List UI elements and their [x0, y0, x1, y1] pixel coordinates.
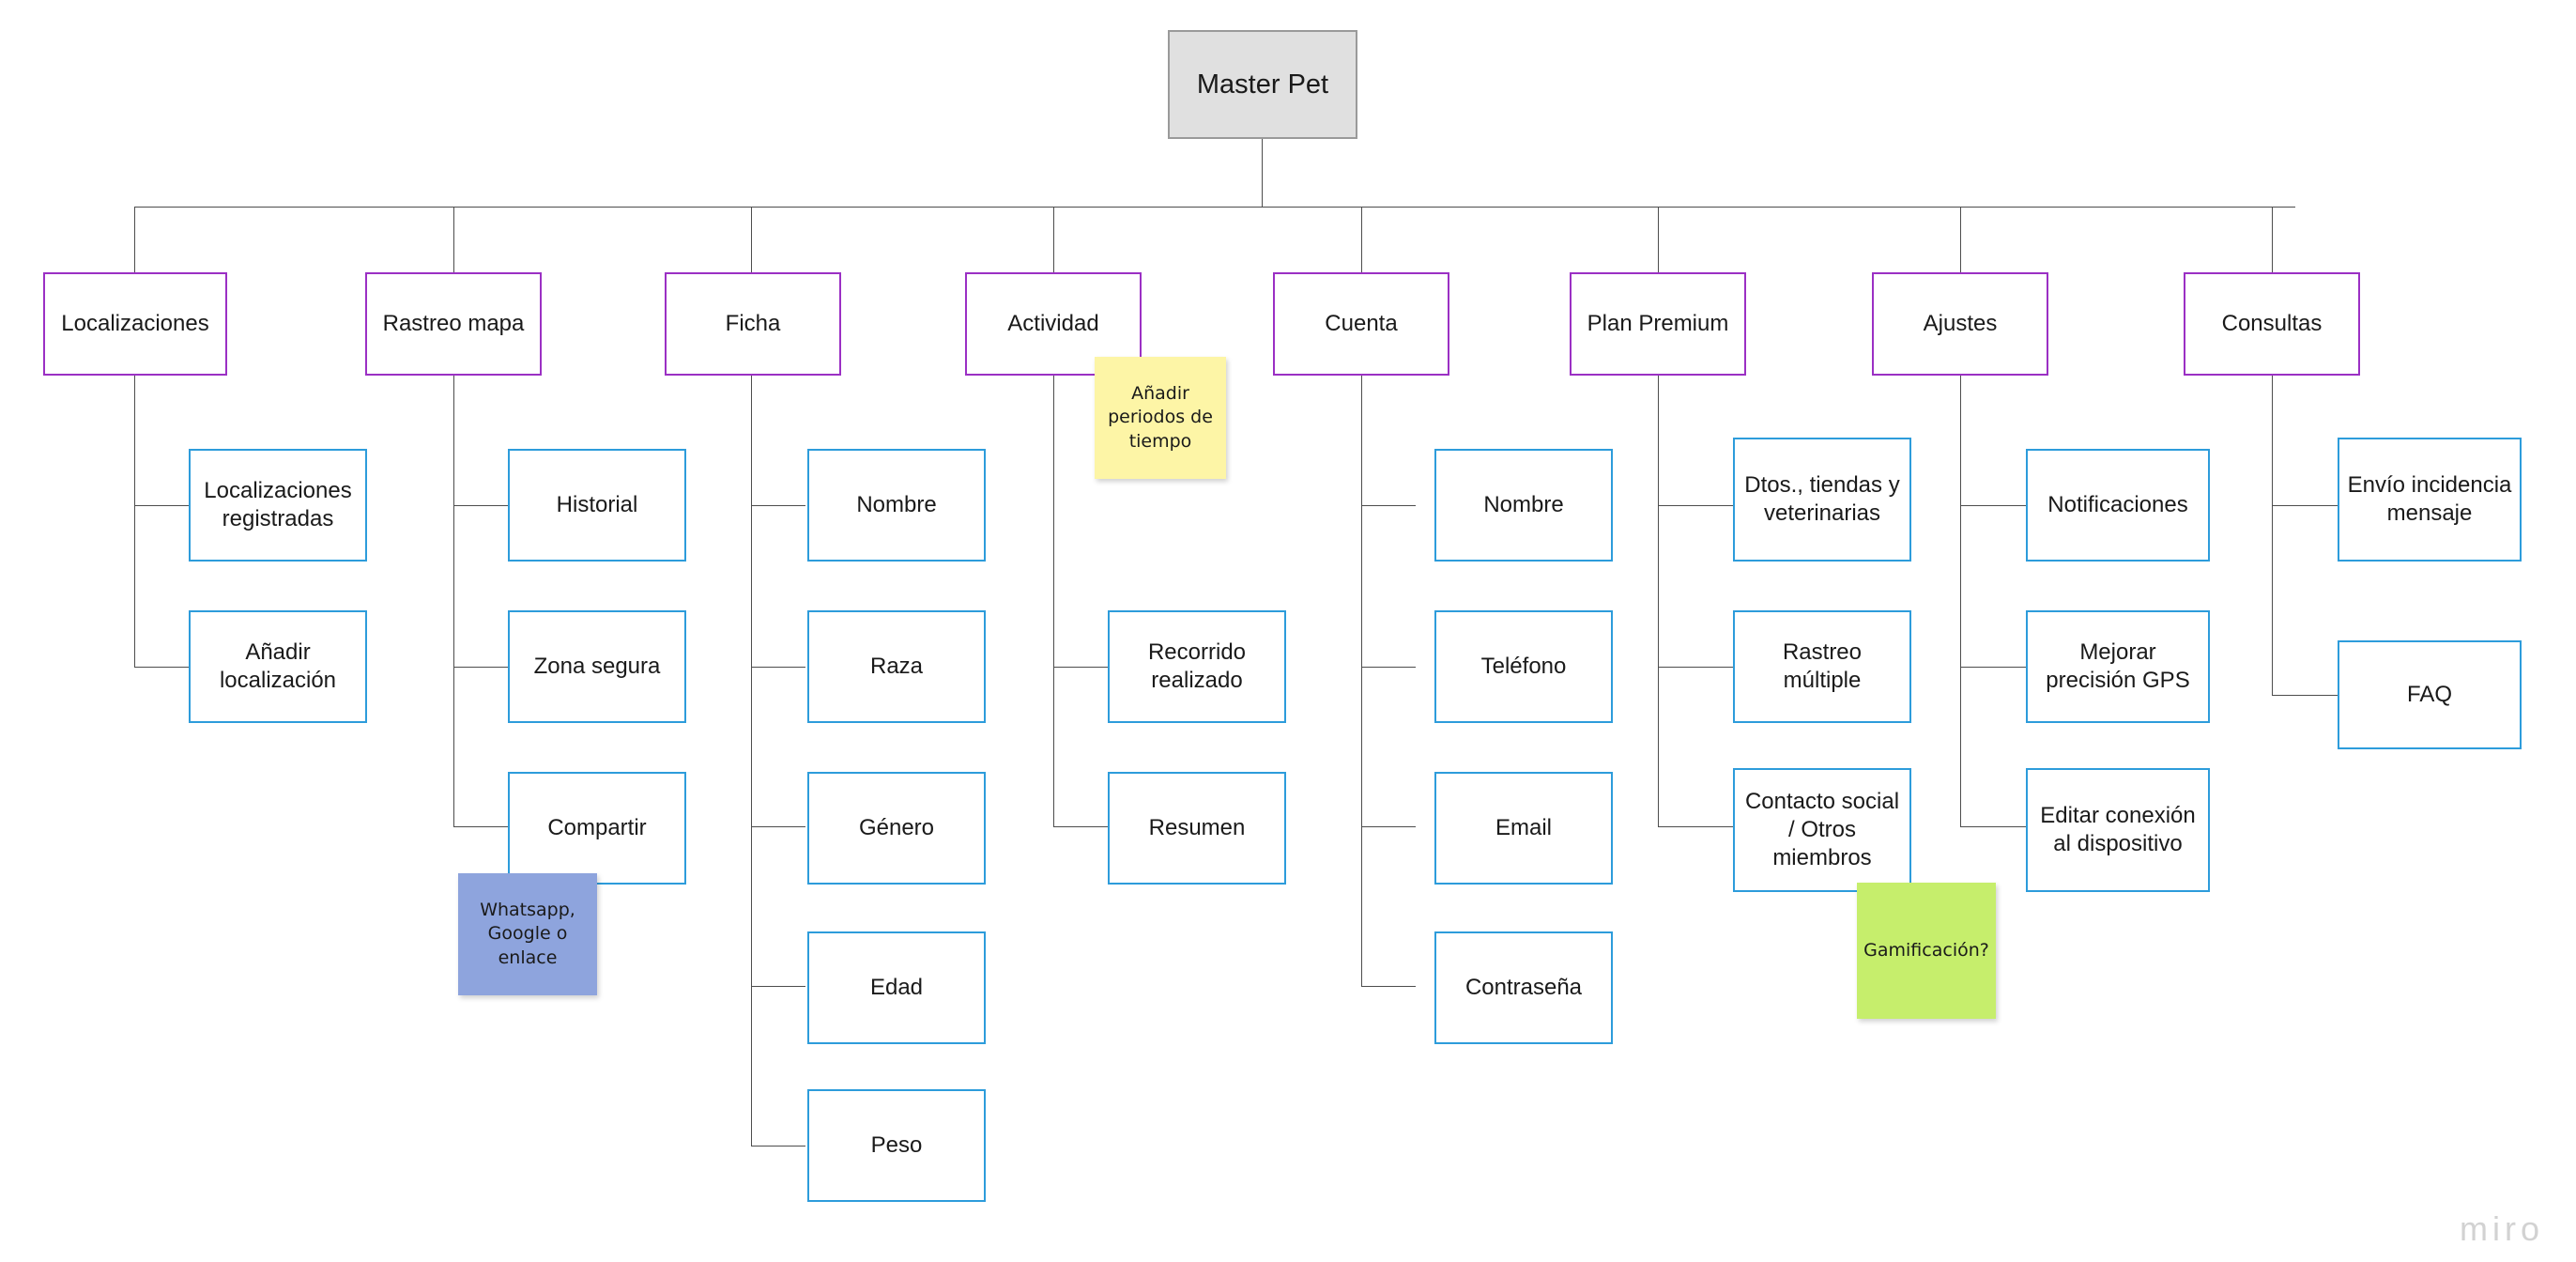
- connector-branch-1-child-1: [134, 505, 189, 506]
- connector-branch-2-spine: [453, 376, 454, 826]
- connector-bus-drop-1: [134, 207, 135, 272]
- connector-branch-8-child-2: [2272, 695, 2338, 696]
- connector-root-down: [1262, 139, 1263, 207]
- sticky-note-text: Gamificación?: [1863, 939, 1989, 961]
- leaf-node-edad[interactable]: [807, 931, 986, 1044]
- branch-label: Consultas: [2221, 311, 2323, 336]
- leaf-label: Edad: [869, 975, 924, 1000]
- connector-bus-drop-6: [1658, 207, 1659, 272]
- branch-node-plan-premium[interactable]: [1570, 272, 1746, 376]
- connector-branch-8-spine: [2272, 376, 2273, 695]
- branch-node-ficha[interactable]: [665, 272, 841, 376]
- leaf-node-compartir[interactable]: [508, 772, 686, 885]
- connector-branch-1-child-2: [134, 667, 189, 668]
- connector-bus-drop-2: [453, 207, 454, 272]
- branch-label: Actividad: [1007, 311, 1099, 336]
- connector-branch-5-child-4: [1361, 986, 1416, 987]
- connector-branch-3-child-2: [751, 667, 805, 668]
- leaf-node-editar-conexion-dispositivo[interactable]: [2026, 768, 2210, 892]
- leaf-node-mejorar-precision-gps[interactable]: [2026, 610, 2210, 723]
- leaf-node-dtos-tiendas-veterinarias[interactable]: [1733, 438, 1911, 562]
- connector-branch-4-child-1: [1053, 667, 1108, 668]
- branch-label: Plan Premium: [1587, 311, 1729, 336]
- leaf-node-contacto-social[interactable]: [1733, 768, 1911, 892]
- root-node[interactable]: [1168, 30, 1357, 139]
- leaf-label: Email: [1495, 815, 1552, 840]
- leaf-label: Género: [858, 815, 935, 840]
- connector-branch-5-child-1: [1361, 505, 1416, 506]
- leaf-label: Historial: [556, 492, 638, 517]
- leaf-node-genero[interactable]: [807, 772, 986, 885]
- connector-branch-6-child-1: [1658, 505, 1733, 506]
- leaf-node-raza[interactable]: [807, 610, 986, 723]
- branch-node-rastreo-mapa[interactable]: [365, 272, 542, 376]
- leaf-label: Raza: [869, 654, 924, 679]
- leaf-node-historial[interactable]: [508, 449, 686, 562]
- leaf-node-notificaciones[interactable]: [2026, 449, 2210, 562]
- leaf-node-faq[interactable]: [2338, 640, 2522, 749]
- sticky-note-text: Whatsapp, Google o enlace: [480, 899, 575, 968]
- leaf-node-nombre-cuenta[interactable]: [1434, 449, 1613, 562]
- leaf-label: Notificaciones: [2047, 492, 2188, 517]
- leaf-label: Zona segura: [533, 654, 661, 679]
- leaf-label: Mejorar precisión GPS: [2046, 639, 2190, 693]
- connector-branch-7-spine: [1960, 376, 1961, 826]
- leaf-node-telefono[interactable]: [1434, 610, 1613, 723]
- connector-bus-drop-3: [751, 207, 752, 272]
- connector-bus-drop-8: [2272, 207, 2273, 272]
- leaf-node-zona-segura[interactable]: [508, 610, 686, 723]
- leaf-label: Envío incidencia mensaje: [2347, 472, 2512, 526]
- connector-branch-7-child-3: [1960, 826, 2026, 827]
- leaf-label: FAQ: [2406, 682, 2452, 707]
- connector-branch-2-child-3: [453, 826, 508, 827]
- connector-branch-3-spine: [751, 376, 752, 1146]
- connector-bus-drop-7: [1960, 207, 1961, 272]
- leaf-label: Nombre: [856, 492, 937, 517]
- leaf-label: Añadir localización: [219, 639, 337, 693]
- leaf-node-envio-incidencia-mensaje[interactable]: [2338, 438, 2522, 562]
- leaf-node-nombre-ficha[interactable]: [807, 449, 986, 562]
- connector-branch-2-child-2: [453, 667, 508, 668]
- sticky-note-whatsapp-google-enlace[interactable]: [458, 873, 597, 995]
- leaf-node-anadir-localizacion[interactable]: [189, 610, 367, 723]
- connector-branch-4-spine: [1053, 376, 1054, 826]
- connector-branch-1-spine: [134, 376, 135, 667]
- connector-bus-drop-5: [1361, 207, 1362, 272]
- connector-branch-4-child-2: [1053, 826, 1108, 827]
- sticky-note-gamificacion[interactable]: [1857, 883, 1996, 1019]
- leaf-label: Editar conexión al dispositivo: [2040, 803, 2196, 856]
- connector-branch-7-child-1: [1960, 505, 2026, 506]
- branch-label: Localizaciones: [61, 311, 209, 336]
- connector-branch-6-spine: [1658, 376, 1659, 826]
- branch-node-consultas[interactable]: [2184, 272, 2360, 376]
- root-node-label: Master Pet: [1196, 69, 1329, 100]
- leaf-node-resumen[interactable]: [1108, 772, 1286, 885]
- connector-main-bus: [134, 207, 2295, 208]
- branch-node-ajustes[interactable]: [1872, 272, 2048, 376]
- leaf-label: Localizaciones registradas: [204, 478, 352, 531]
- connector-branch-3-child-1: [751, 505, 805, 506]
- connector-branch-7-child-2: [1960, 667, 2026, 668]
- leaf-label: Compartir: [547, 815, 647, 840]
- connector-branch-3-child-4: [751, 986, 805, 987]
- connector-branch-6-child-2: [1658, 667, 1733, 668]
- leaf-node-recorrido-realizado[interactable]: [1108, 610, 1286, 723]
- branch-label: Rastreo mapa: [382, 311, 525, 336]
- leaf-label: Recorrido realizado: [1147, 639, 1247, 693]
- leaf-label: Resumen: [1148, 815, 1246, 840]
- sticky-note-periodos-tiempo[interactable]: [1095, 357, 1226, 479]
- connector-branch-3-child-3: [751, 826, 805, 827]
- connector-branch-5-child-3: [1361, 826, 1416, 827]
- connector-branch-5-child-2: [1361, 667, 1416, 668]
- leaf-node-email[interactable]: [1434, 772, 1613, 885]
- branch-node-cuenta[interactable]: [1273, 272, 1449, 376]
- leaf-label: Teléfono: [1480, 654, 1567, 679]
- leaf-label: Peso: [870, 1132, 923, 1158]
- leaf-label: Contraseña: [1464, 975, 1583, 1000]
- miro-watermark: miro: [2460, 1209, 2544, 1248]
- connector-branch-2-child-1: [453, 505, 508, 506]
- connector-branch-6-child-3: [1658, 826, 1733, 827]
- leaf-label: Dtos., tiendas y veterinarias: [1744, 472, 1900, 526]
- branch-label: Cuenta: [1325, 311, 1398, 336]
- connector-bus-drop-4: [1053, 207, 1054, 272]
- sticky-note-text: Añadir periodos de tiempo: [1108, 382, 1213, 452]
- leaf-label: Rastreo múltiple: [1782, 639, 1863, 693]
- leaf-label: Nombre: [1483, 492, 1564, 517]
- leaf-node-localizaciones-registradas[interactable]: [189, 449, 367, 562]
- leaf-node-rastreo-multiple[interactable]: [1733, 610, 1911, 723]
- leaf-node-contrasena[interactable]: [1434, 931, 1613, 1044]
- branch-label: Ajustes: [1923, 311, 1998, 336]
- connector-branch-3-child-5: [751, 1146, 805, 1147]
- branch-label: Ficha: [725, 311, 781, 336]
- leaf-node-peso[interactable]: [807, 1089, 986, 1202]
- connector-branch-5-spine: [1361, 376, 1362, 986]
- branch-node-localizaciones[interactable]: [43, 272, 227, 376]
- connector-branch-8-child-1: [2272, 505, 2338, 506]
- leaf-label: Contacto social / Otros miembros: [1744, 789, 1900, 870]
